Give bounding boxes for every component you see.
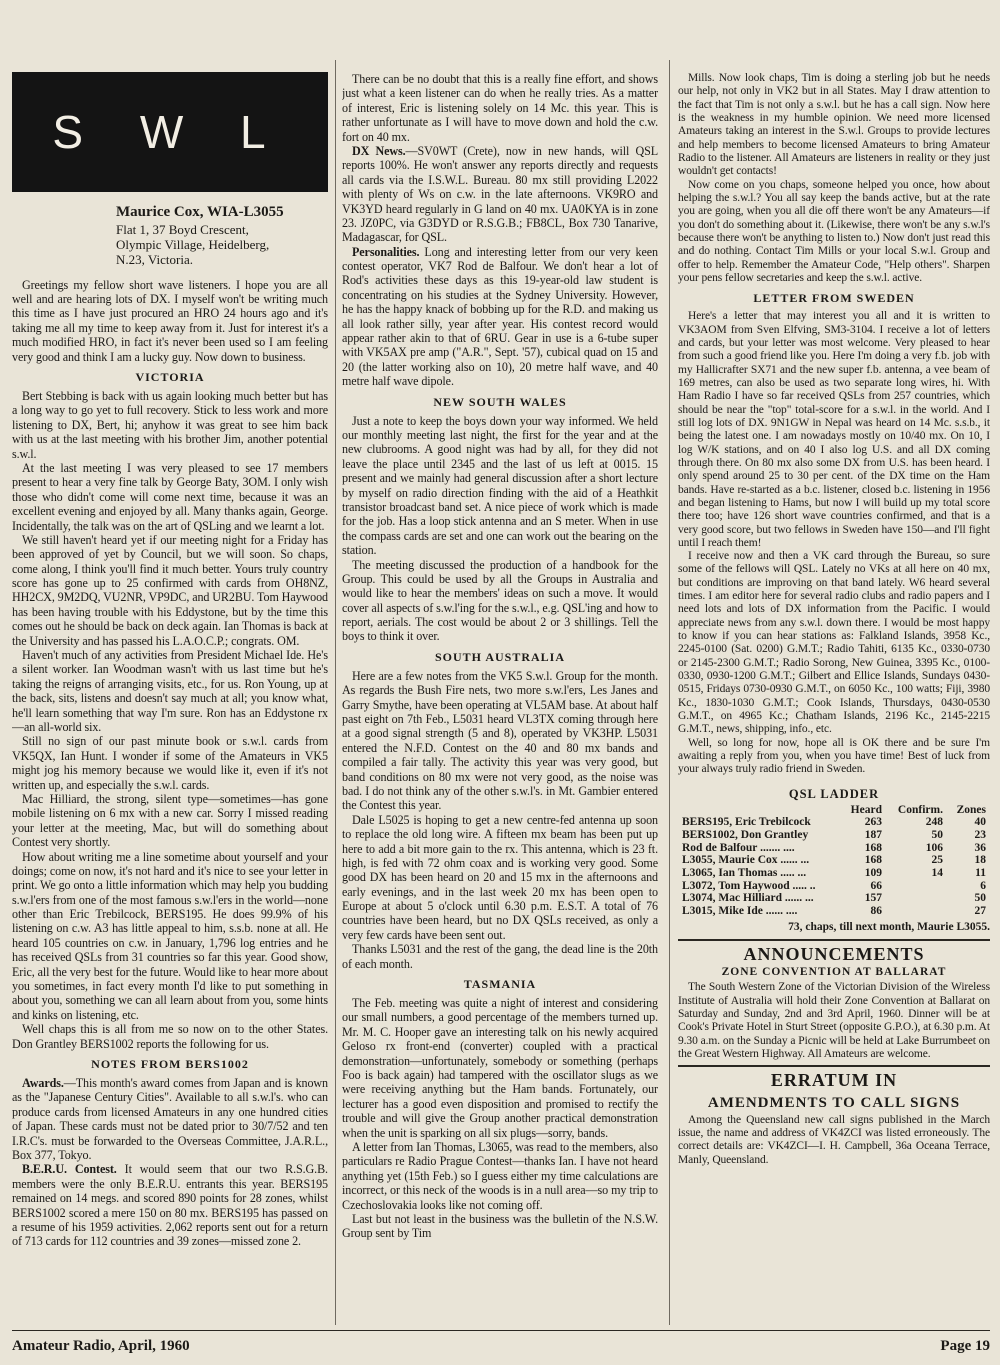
ladder-call: L3072, Tom Haywood ..... .. xyxy=(682,879,816,892)
table-row xyxy=(678,829,990,842)
ladder-confirm: 25 xyxy=(931,854,943,867)
qsl-ladder-header-heard: Heard xyxy=(850,803,882,816)
ladder-zones: 50 xyxy=(974,892,986,905)
ladder-zones: 23 xyxy=(974,829,986,842)
paragraph: Just a note to keep the boys down your way informed. We held our monthly meeting last night, the first for the year and at the new clubrooms. A good night was had by all, for they did not leave the place until 2345 and the last of us left at 0015. 15 present and we mainly had general discussion after a short lecture by myself on radio direction finding with the aid of a Heathkit transistor broadcast band set. A nice piece of work which is made for the job. Has a loop stick antenna and an S meter. When in use the compass cards are set and one can work out the bearing on the station. xyxy=(342,413,658,558)
paragraph-text: Long and interesting letter from our very keen contest operator, VK7 Rod de Balfour. We don't hear a lot of Rod's activities these days as this 19-year-old law student is concentrating on his studies at the Sydney University. However, he has the happy knack of bobbing up for the R.D. and making us all look rather silly, year after year. His contest record would appear rather akin to that of 6RU. Gear in use is a 6-tube super with VK5AX pre amp ("A.R.", Sept. '57), cubical quad on 15 and 20 (the latter working also on 10), 20 metre half wave, and 40 metre half wave dipole. xyxy=(342,244,658,389)
paragraph: Mac Hilliard, the strong, silent type—sometimes—has gone mobile listening on 6 mx with a new car. Sorry I missed reading your letter at the meeting, Mac, but will do something about Contest very shortly. xyxy=(12,791,328,850)
paragraph: Among the Queensland new call signs published in the March issue, the name and address of VK4ZCI was listed erroneously. The correct details are: VK4ZCI—I. H. Campbell, 36a Oceana Terrace, Manly, Queensland. xyxy=(678,1113,990,1166)
paragraph: The Feb. meeting was quite a night of interest and considering our small numbers, a good percentage of the members turned up. Mr. M. C. Hooper gave an interesting talk on his newly acquired Geloso rx front-end (converter) coupled with a practical demonstration—unfortunately, somebody or something (perhaps Foo is back again) had tampered with the oscillator slugs as we were receiving anything but the Ham bands. Fortunately, our lecturer has a good even disposition and promised to rectify the trouble and will give the Group another practical demonstration when the unit is sparking on all six plugs—sorry, bands. xyxy=(342,996,658,1140)
ladder-heard: 66 xyxy=(870,879,882,892)
ladder-confirm: 50 xyxy=(931,829,943,842)
qsl-ladder-header-row xyxy=(678,804,990,817)
paragraph xyxy=(342,245,658,389)
paragraph xyxy=(342,144,658,245)
paragraph-lead: Personalities. xyxy=(352,244,420,259)
ladder-zones: 40 xyxy=(974,816,986,829)
paragraph: The meeting discussed the production of a handbook for the Group. This could be used by all the Groups in Australia and would like to hear the members' ideas on such a move. It would cover all aspects of s.w.l'ing for the s.w.l., e.g. QSL'ing and how to report, aerials. The cost would be about 2 or 3 shillings. Tell the boys to think it over. xyxy=(342,557,658,644)
ladder-confirm: 14 xyxy=(931,866,943,879)
paragraph: Here's a letter that may interest you all and it is written to VK3AOM from Sven Elfving, SM3-3104. I receive a lot of letters and cards, but your letter was most welcome. Very pleased to hear from such a good friend like you. Here I'm doing a very f.b. job with my Hallicrafter SX71 and the new super f.b. antenna, a vee beam of 169 metres, can also be used as two separate long wires, hi. With Ham Radio I have so far received QSLs from 257 countries, which should be near the "top" total-score for a s.w.l. in the world. And I still log lots of DX. 9N1GW in Nepal was heard on 14 Mc. s.s.b., it being the latest one. I am nowadays mostly on 10/40 mx. On 10, I log W/K stations, and on 40 I also log U.S. and all DX coming through there. On 80 mx also some DX from U.S. has been heard. I only spend around 25 to 30 per cent. of the DX time on the Ham bands. Have re-started as a b.c. listener, closed b.c. listening in 1956 and began listening to Hams, but now I will build up my total score there too; have 126 short wave countries confirmed, and that is a very good score, but two fellows in Sweden have 150—and I'll fight until I reach them! xyxy=(678,310,990,549)
paragraph: Well, so long for now, hope all is OK there and be sure I'm awaiting a reply from you, when you have time! Best of luck from your always truly radio friend in Sweden. xyxy=(678,736,990,776)
ladder-heard: 109 xyxy=(864,866,882,879)
paragraph: Bert Stebbing is back with us again looking much better but has a long way to go yet to full recovery. Stick to less work and more listening to DX, Bert, hi; anyhow it was great to see him back with us at the last meeting with his brother Jim, another potential s.w.l. xyxy=(12,389,328,461)
column-divider xyxy=(669,60,670,1325)
section-title: S W L xyxy=(52,106,288,158)
ladder-zones: 36 xyxy=(974,841,986,854)
section-divider xyxy=(678,1065,990,1067)
ladder-heard: 168 xyxy=(864,854,882,867)
column-3 xyxy=(678,72,990,1323)
paragraph-text: It would seem that our two R.S.G.B. members were the only B.E.R.U. entrants this year. BERS195 remained on 14 megs. and scored 890 points for 28 zones, whilst BERS1002 scored a mere 150 on 80 mx. BERS195 has passed on a resume of his 1959 activities. 2,062 reports sent out for a return of 713 cards for 112 countries and 39 zones—missed zone 2. xyxy=(12,1162,328,1249)
author-name: Maurice Cox, WIA-L3055 xyxy=(116,204,284,220)
qsl-ladder-table xyxy=(678,804,990,918)
ladder-heard: 86 xyxy=(870,904,882,917)
qsl-ladder-header-confirm: Confirm. xyxy=(897,803,943,816)
qsl-ladder-title: QSL LADDER xyxy=(788,786,880,801)
paragraph: Mills. Now look chaps, Tim is doing a sterling job but he needs our help, not only in VK2 but in all States. May I draw attention to the fact that Tim is not only a s.w.l. but he has a call sign. Now here is the weakness in my humble opinion. We need more licensed Amateurs taking an interest in the S.w.l. Groups to provide lectures and help members to become licensed Amateurs to bring Amateur Radio to the listener. All Amateurs are listeners in reality or they just wouldn't get contacts! xyxy=(678,72,990,178)
zone-convention-heading: ZONE CONVENTION AT BALLARAT xyxy=(721,966,947,979)
paragraph: Well chaps this is all from me so now on to the other States. Don Grantley BERS1002 reports the following for us. xyxy=(12,1022,328,1051)
ladder-call: BERS1002, Don Grantley xyxy=(682,829,809,842)
ladder-call: Rod de Balfour ....... .... xyxy=(682,841,795,854)
section-heading: NEW SOUTH WALES xyxy=(433,394,567,409)
section-heading: SOUTH AUSTRALIA xyxy=(434,649,566,664)
ladder-call: L3074, Mac Hilliard ...... ... xyxy=(682,892,814,905)
column-divider xyxy=(335,60,336,1325)
ladder-confirm: 248 xyxy=(925,816,943,829)
qsl-ladder-signoff: 73, chaps, till next month, Maurie L3055. xyxy=(788,920,990,933)
ladder-call: BERS195, Eric Trebilcock xyxy=(682,816,811,829)
paragraph: How about writing me a line sometime about yourself and your doings; come on now, it's not hard and it's nice to see your letter in print. We go onto a little information which may help you budding s.w.l'ers from one of the most famous s.w.l'ers in the world—none other than Eric Trebilcock, BERS195. He does 99.9% of his listening on c.w. A3 has little appeal to him, s.s.b. none at all. He heard 105 countries on c.w. in January, 1,796 log entries and he has received QSLs from 31 countries so far this year. Good show, Eric, all the very best for the future. Would like to hear more about you sometimes, in fact every month I'd like to put something in about you, something we can all learn about from you, some hints and kinks on listening, etc. xyxy=(12,849,328,1022)
ladder-confirm xyxy=(886,892,947,905)
table-row xyxy=(678,880,990,893)
section-heading: TASMANIA xyxy=(463,977,537,992)
erratum-subheading: AMENDMENTS TO CALL SIGNS xyxy=(707,1095,961,1112)
paragraph: Last but not least in the business was the bulletin of the N.S.W. Group sent by Tim xyxy=(342,1211,658,1241)
paragraph-text: —This month's award comes from Japan and is known as the "Japanese Century Cities". Available to all s.w.l's. who can produce cards from licensed Amateurs in any one hundred cities of Japan. These cards must not be dated prior to 30/7/52 and ten I.R.C's. must be forwarded to the Overseas Committee, J.A.R.L., Box 377, Tokyo. xyxy=(12,1075,328,1162)
paragraph: There can be no doubt that this is a really fine effort, and shows just what a keen listener can do when he really tries. As a matter of interest, Eric is listening solely on 14 Mc. this year. This is rather unfortunate as I will have to move down and hold the c.w. fort on 40 mx. xyxy=(342,72,658,144)
paragraph: Now come on you chaps, someone helped you once, how about helping the s.w.l.? You all say keep the bands active, but at the rate you are going, when you all die off there won't be any Amateurs—if you don't do something about it. (Likewise, there won't be any s.w.l's because there won't be anything to listen to.) Now don't just read this and do nothing. Contact Tim Mills or your local S.w.l. Group and offer to help. Remember the Amateur Code, "Help others". Sharpen your pens fellow secretaries and keep the s.w.l. active. xyxy=(678,178,990,284)
ladder-zones: 6 xyxy=(980,879,986,892)
author-address-line: Olympic Village, Heidelberg, xyxy=(116,237,270,253)
ladder-call: L3065, Ian Thomas ..... ... xyxy=(682,866,807,879)
paragraph: Greetings my fellow short wave listeners. I hope you are all well and are hearing lots of DX. I myself won't be writing much this time as I have just procured an HRO 24 hours ago and it's taking me all my time to keep away from it. Just for interest it's a much modified HRO, in fact it's never been used so I am feeling very good and think I am a lucky guy. Now down to business. xyxy=(12,277,328,364)
section-heading: VICTORIA xyxy=(135,370,205,385)
paragraph: We still haven't heard yet if our meeting night for a Friday has been approved of yet by Council, but we will soon. So chaps, come along, I think you'll find it much better. Yours truly country score has gone up to 25 confirmed with cards from OH8NZ, HH2CX, 9M2DQ, VU2NR, VP9DC, and UR2BU. Tom Haywood has been having trouble with his Eddystone, but by the time this comes out he should be back on deck again. Ian Thomas is back at the University and has passed his L.A.O.C.P.; congrats. OM. xyxy=(12,532,328,648)
paragraph: At the last meeting I was very pleased to see 17 members present to hear a very fine talk by George Baty, 3OM. I only wish those who didn't come will come next time, because it was an excellent evening and enjoyed by all. Many thanks again, George. Incidentally, the talk was on the art of QSLing and we learnt a lot. xyxy=(12,460,328,533)
ladder-zones: 18 xyxy=(974,854,986,867)
ladder-heard: 263 xyxy=(864,816,882,829)
table-row xyxy=(678,867,990,880)
erratum-heading: ERRATUM IN xyxy=(770,1070,898,1091)
ladder-zones: 27 xyxy=(974,904,986,917)
publication-name: Amateur Radio, April, 1960 xyxy=(12,1338,190,1354)
table-row xyxy=(678,892,990,905)
paragraph xyxy=(12,1076,328,1162)
paragraph-text: —SV0WT (Crete), now in new hands, will QSL reports 100%. He won't answer any reports directly and requests all cards via the I.S.W.L. Bureau. 80 mx still providing L2022 with plenty of Ws on c.w. in the late afternoons. VK9RO and VK3YD heard regularly in G land on 40 mx. UA0KYA is in zone 23. JZ0PC, via G3DYD or R.S.G.B.; FB8CL, Box 730 Tanarive, Madagascar, for QSL. xyxy=(342,143,658,245)
paragraph: Here are a few notes from the VK5 S.w.l. Group for the month. As regards the Bush Fire nets, two more s.w.l'ers, Les Janes and Garry Smythe, have been operating at VL5AM base. At about half past eight on 7th Feb., L5031 heard VL3TX coming through here at a good signal strength (5 and 8), operated by VK3HP. L5031 entered the N.F.D. Contest on the 40 and 80 mx bands and compiled a fair tally. The activity this year was very good, but band conditions on 80 mx were not very good, as the noise was bad. I do not think any of the other s.w.l's. in Mt. Gambier entered the Contest this year. xyxy=(342,668,658,813)
table-row xyxy=(678,905,990,918)
column-1 xyxy=(12,72,328,1323)
paragraph: The South Western Zone of the Victorian Division of the Wireless Institute of Australia will hold their Zone Convention at Ballarat on Saturday and Sunday, 2nd and 3rd April, 1960. Dinner will be at Cook's Private Hotel in Sturt Street (opposite G.P.O.), at 6.30 p.m. At 9.30 a.m. on the Sunday a Picnic will be held at Lake Burrumbeet on the Great Western Highway. All Amateurs are welcome. xyxy=(678,981,990,1060)
ladder-zones: 11 xyxy=(975,866,986,879)
paragraph xyxy=(12,1162,328,1248)
announcements-heading: ANNOUNCEMENTS xyxy=(743,943,925,964)
table-row xyxy=(678,854,990,867)
ladder-call: L3015, Mike Ide ...... .... xyxy=(682,904,798,917)
author-address-line: N.23, Victoria. xyxy=(116,252,193,268)
paragraph: A letter from Ian Thomas, L3065, was read to the members, also particulars re Radio Prague Contest—thanks Ian. I have not heard anything yet (15th Feb.) so I guess either my time calculations are incorrect, or this neck of the woods is in a null area—so my trip to Czechoslovakia looks like not coming off. xyxy=(342,1139,658,1212)
paragraph-lead: Awards. xyxy=(22,1075,64,1090)
qsl-ladder-header-zones: Zones xyxy=(956,803,986,816)
paragraph-lead: DX News. xyxy=(352,143,406,158)
paragraph: Haven't much of any activities from President Michael Ide. He's a silent worker. Ian Woodman wasn't with us last time but he's taking the reigns of arranging visits, etc., for us. Ron Young, up at the back, sits, listens and doesn't say much at all; you know what, he'll learn something that way I'm sure. Ron has an Eddystone rx—an all-world six. xyxy=(12,648,328,734)
ladder-confirm xyxy=(886,880,947,893)
paragraph: Still no sign of our past minute book or s.w.l. cards from VK5QX, Ian Hunt. I wonder if some of the Amateurs in VK5 might jog his memory because we would like it, even if it's not written up, and especially the s.w.l. cards. xyxy=(12,734,328,792)
ladder-confirm: 106 xyxy=(925,841,943,854)
author-address-line: Flat 1, 37 Boyd Crescent, xyxy=(116,221,249,237)
title-spacer xyxy=(12,72,328,204)
ladder-call: L3055, Maurie Cox ...... ... xyxy=(682,854,810,867)
paragraph-lead: B.E.R.U. Contest. xyxy=(22,1162,117,1177)
column-2 xyxy=(342,72,658,1323)
qsl-ladder-header-blank xyxy=(678,804,841,817)
page-number: Page 19 xyxy=(940,1338,990,1354)
table-row xyxy=(678,816,990,829)
ladder-heard: 168 xyxy=(864,841,882,854)
ladder-heard: 157 xyxy=(864,892,882,905)
table-row xyxy=(678,842,990,855)
author-byline xyxy=(116,204,328,268)
paragraph: Thanks L5031 and the rest of the gang, the dead line is the 20th of each month. xyxy=(342,942,658,971)
paragraph: I receive now and then a VK card through the Bureau, so sure some of the fellows will QSL. Lately no VKs at all here on 40 mx, but conditions are improving on that band lately. W6 heard several times. I am editor here for several radio clubs and radio papers and I need lots and lots of DX information from the Pacific. I would appreciate news from any s.w.l. down there. I would be most happy to know if you can hear stations as: Falkland Islands, 3958 Kc., 2245-0100 (Sat. 0200) G.M.T.; Radio Tahiti, 6135 Kc., 0330-0730 or 2145-2300 G.M.T.; Radio Sorong, New Guinea, 3395 Kc., 0100-0330, 0930-1200 G.M.T.; Gilbert and Ellice Islands, Sundays 0430-0515, Fridays 0730-0930 G.M.T., on 6050 Kc., 100 watts; Fiji, 3980 Kc., 1830-1030 G.M.T.; Cook Islands, Thursdays, 0430-0530 G.M.T., on 4965 Kc.; Chatham Islands, 2196 Kc., 2145-2215 G.M.T., news, shipping, info., etc. xyxy=(678,550,990,736)
section-heading: NOTES FROM BERS1002 xyxy=(91,1056,249,1071)
section-heading: LETTER FROM SWEDEN xyxy=(753,291,915,306)
section-divider xyxy=(678,939,990,941)
page-footer xyxy=(12,1330,990,1355)
ladder-heard: 187 xyxy=(864,829,882,842)
ladder-confirm xyxy=(886,905,947,918)
paragraph: Dale L5025 is hoping to get a new centre-fed antenna up soon to replace the old long wire. A fifteen mx beam has been put up here to add a bit more gain to the rx. This antenna, which is 23 ft. high, is fed with 72 ohm coax and is working very good. Some good DX has been heard on 20 and 15 mx in the afternoons and early evenings, and in the last week 20 mx has been open to Europe at about 5 o'clock until 6.30 p.m. E.S.T. A total of 76 countries have been heard, but no DX QSLs received, as only a very few cards have been sent out. xyxy=(342,812,658,942)
